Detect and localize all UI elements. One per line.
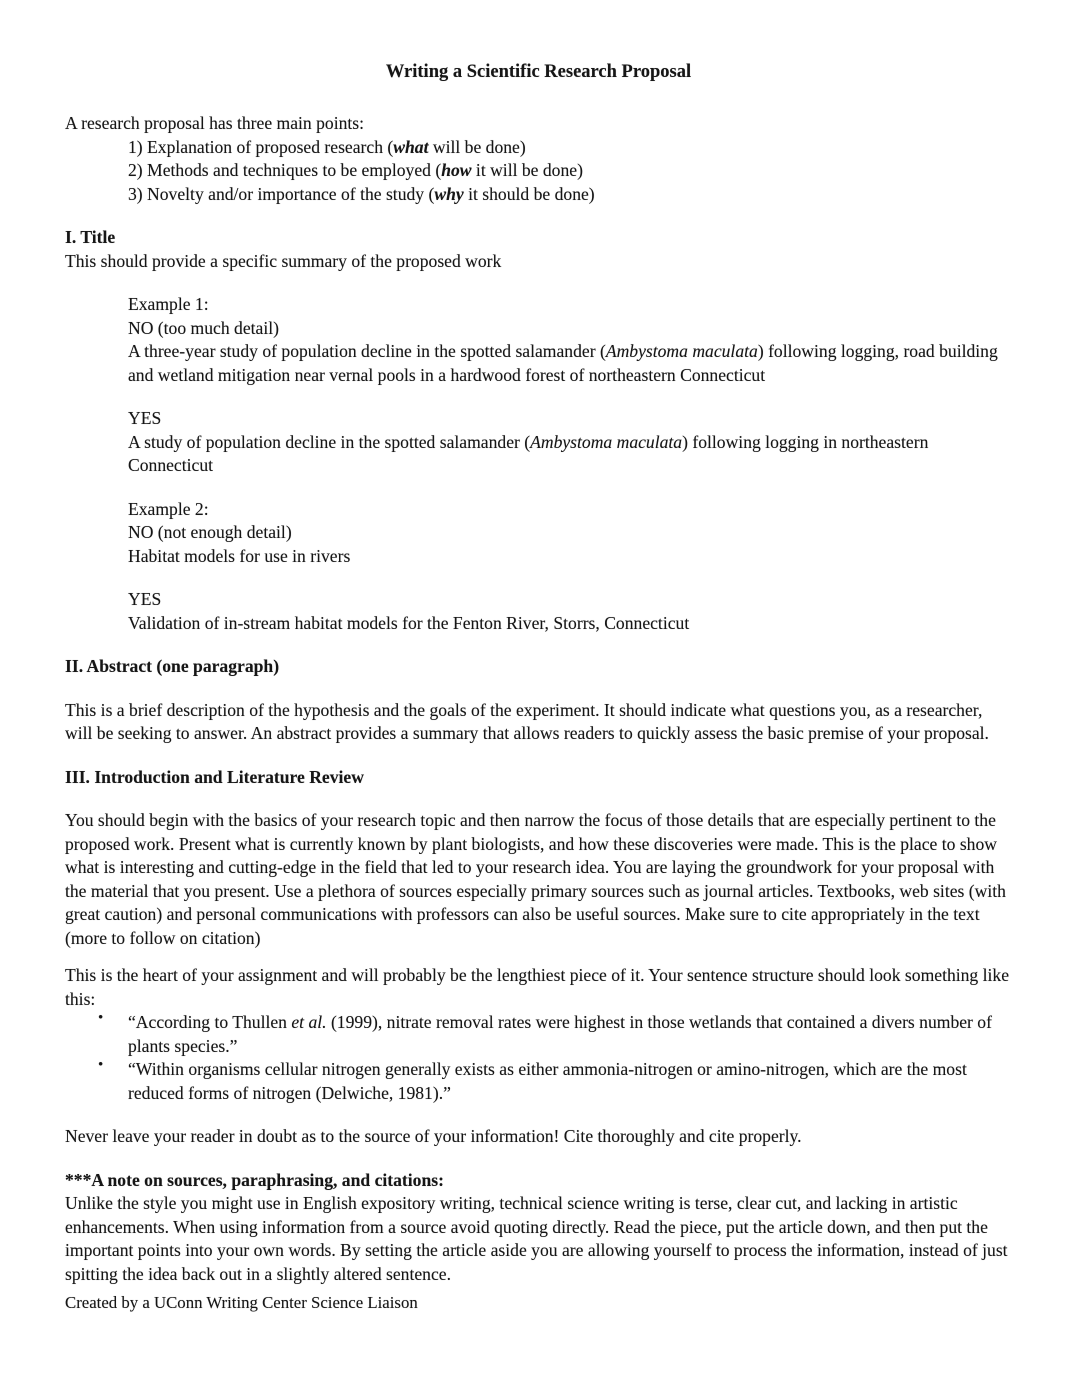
- section-heading-title: I. Title: [65, 227, 116, 247]
- species-name: Ambystoma maculata: [605, 341, 758, 361]
- bullet-thullen-text: [128, 1011, 1012, 1058]
- emphasis-how: how: [441, 160, 472, 180]
- section-heading-abstract: II. Abstract (one paragraph): [65, 656, 280, 676]
- text-segment: 2) Methods and techniques to be employed (: [128, 160, 442, 180]
- example2-yes-text: Validation of in-stream habitat models for the Fenton River, Storrs, Connecticut: [128, 612, 690, 633]
- emphasis-what: what: [393, 136, 429, 157]
- intro-point-2: [128, 159, 1012, 183]
- example1-label: Example 1:: [128, 294, 209, 314]
- abstract-body: This is a brief description of the hypothesis and the goals of the experiment. It should indicate what questions you, as a researcher, will be seeking to answer. An abstract provides a summary that allows readers to quickly assess the basic premise of your proposal.: [65, 699, 989, 743]
- example1-no-block: [65, 293, 1012, 387]
- sources-note-body: Unlike the style you might use in English expository writing, technical science writing is terse, clear cut, and lacking in artistic enhancements. When using information from a source avoid quoting directly. Read the piece, put the article down, and then put the important points into your own words. By setting the article aside you are allowing yourself to process the information, instead of just spitting the idea back out in a slightly altered sentence.: [65, 1193, 1008, 1284]
- example2-no-label: NO (not enough detail): [128, 522, 292, 542]
- bullet-icon: •: [98, 1010, 104, 1026]
- text-segment: 1) Explanation of proposed research (: [128, 136, 394, 157]
- example2-no-block: [65, 498, 1012, 569]
- example1-yes-text: [128, 431, 1012, 478]
- cite-note: Never leave your reader in doubt as to the source of your information! Cite thoroughly and cite properly.: [65, 1126, 802, 1146]
- text-segment: “According to Thullen: [128, 1012, 292, 1032]
- section-heading-introduction: III. Introduction and Literature Review: [65, 766, 364, 787]
- example2-label: Example 2:: [128, 498, 209, 519]
- title-section-description: This should provide a specific summary of the proposed work: [65, 250, 502, 271]
- text-segment: A three-year study of population decline in the spotted salamander (: [128, 341, 606, 361]
- text-segment: 3) Novelty and/or importance of the study (: [128, 183, 435, 204]
- introduction-body-2: This is the heart of your assignment and will probably be the lengthiest piece of it. Your sentence structure should look something like this:: [65, 965, 1010, 1009]
- emphasis-why: why: [434, 183, 464, 204]
- example1-yes-label: YES: [128, 408, 162, 428]
- example1-no-text: [128, 340, 1012, 387]
- text-segment: will be done): [428, 136, 526, 157]
- intro-lead: A research proposal has three main points:: [65, 113, 365, 133]
- intro-point-3: [128, 183, 1012, 207]
- et-al-latin: et al.: [291, 1012, 327, 1032]
- text-segment: it should be done): [463, 183, 595, 204]
- text-segment: (1999), nitrate removal rates were highest in those wetlands that contained a divers number of plants species.”: [128, 1012, 992, 1056]
- bullet-item-nitrogen: [65, 1058, 1012, 1105]
- text-segment: it will be done): [471, 160, 583, 180]
- text-segment: ) following logging, road building and wetland mitigation near vernal pools in a hardwood forest of northeastern Connecticut: [128, 341, 998, 385]
- document-footer: Created by a UConn Writing Center Science Liaison: [65, 1293, 418, 1312]
- example2-yes-label: YES: [128, 589, 162, 609]
- bullet-item-thullen: [65, 1011, 1012, 1058]
- intro-points-list: [65, 136, 1012, 207]
- example1-yes-block: [65, 407, 1012, 478]
- document-title: Writing a Scientific Research Proposal: [385, 62, 692, 82]
- example1-no-label: NO (too much detail): [128, 317, 279, 338]
- example2-no-text: Habitat models for use in rivers: [128, 545, 351, 566]
- sources-note-heading: ***A note on sources, paraphrasing, and citations:: [65, 1169, 444, 1190]
- text-segment: ) following logging in northeastern Connecticut: [128, 431, 929, 475]
- bullet-icon: •: [98, 1057, 104, 1073]
- example2-yes-block: [65, 588, 1012, 635]
- intro-point-1: [128, 136, 1012, 160]
- introduction-body-1: You should begin with the basics of your research topic and then narrow the focus of those details that are especially pertinent to the proposed work. Present what is currently known by plant biologists, and how these discoveries were made. This is the place to show what is interesting and cutting-edge in the field that led to your research idea. You are laying the groundwork for your proposal with the material that you present. Use a plethora of sources especially primary sources such as journal articles. Textbooks, web sites (with great caution) and personal communications with professors can also be useful sources. Make sure to cite appropriately in the text (more to follow on citation): [65, 810, 1006, 948]
- species-name: Ambystoma maculata: [530, 431, 683, 452]
- text-segment: A study of population decline in the spotted salamander (: [128, 431, 531, 452]
- bullet-nitrogen-text: “Within organisms cellular nitrogen generally exists as either ammonia-nitrogen or amino-nitrogen, which are the most reduced forms of nitrogen (Delwiche, 1981).”: [128, 1059, 967, 1103]
